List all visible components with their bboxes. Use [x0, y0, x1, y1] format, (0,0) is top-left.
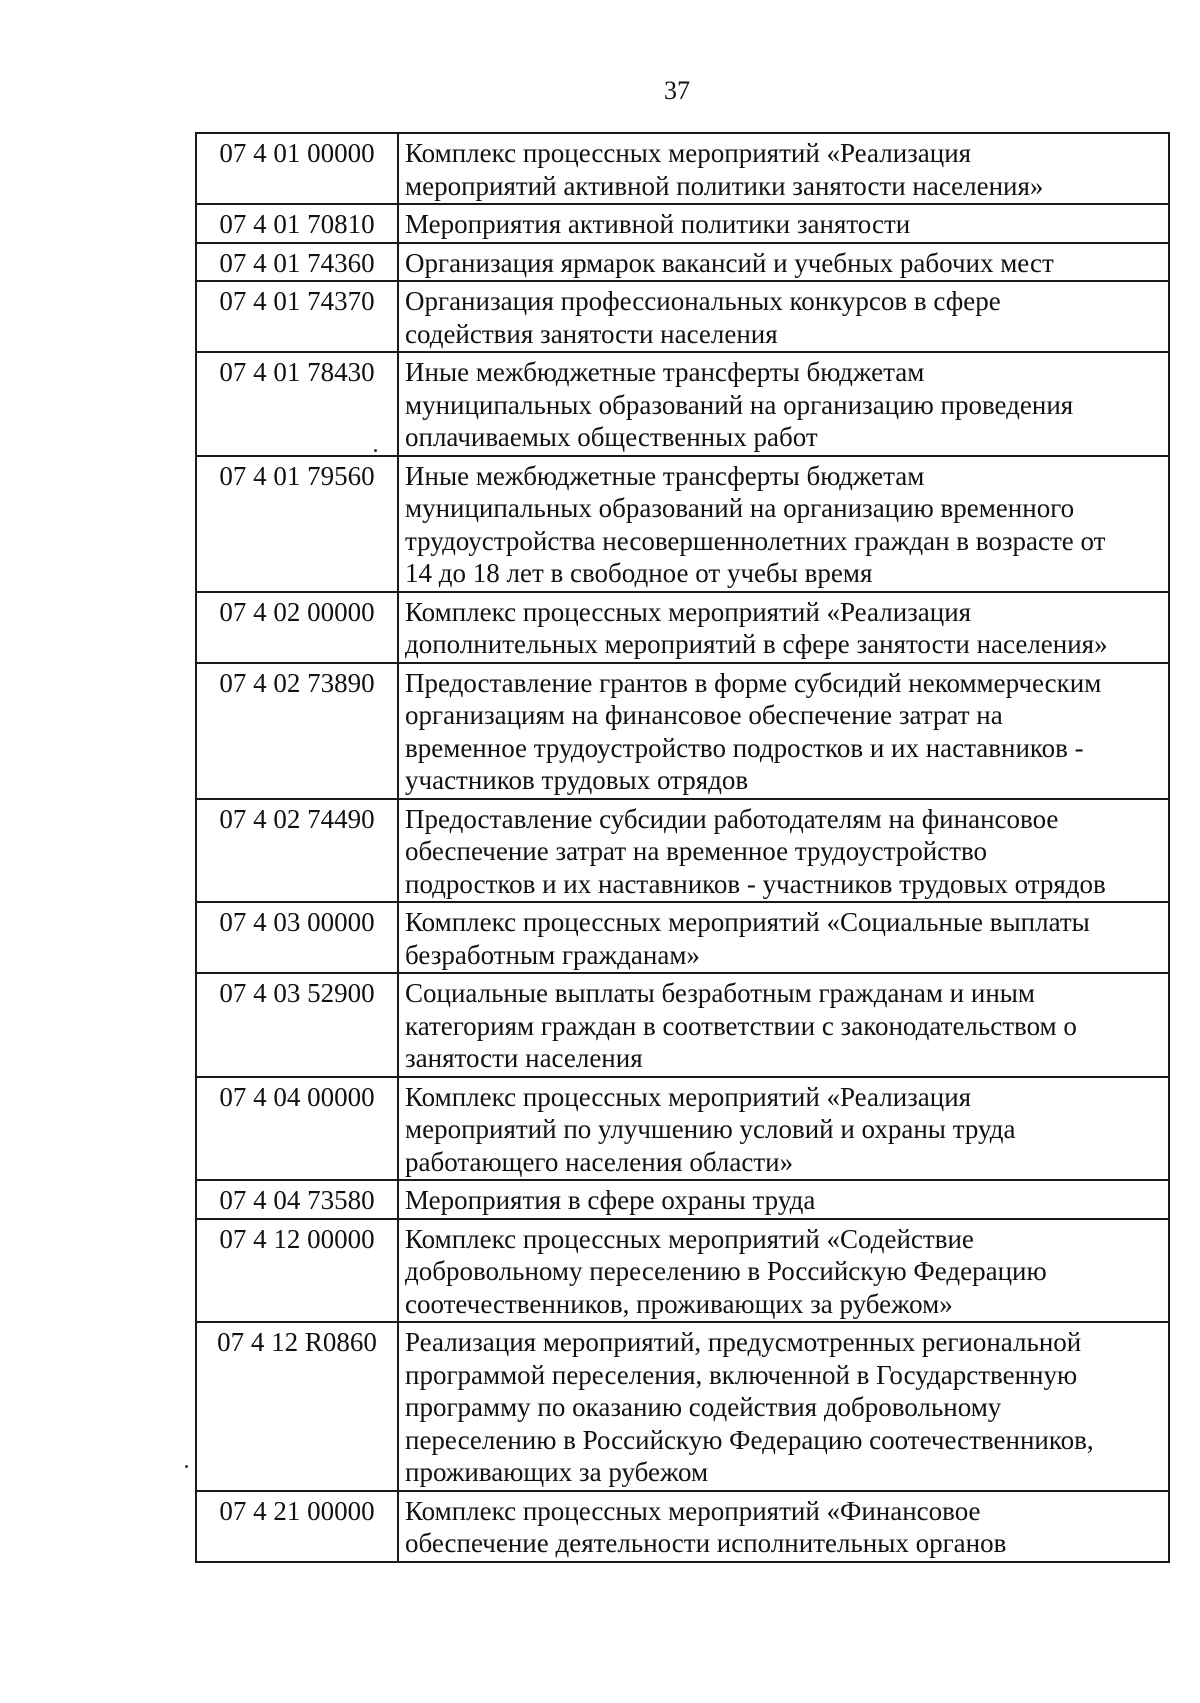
row-description — [398, 799, 1169, 903]
table-row — [196, 902, 1169, 973]
table-row — [196, 799, 1169, 903]
row-code: 07 4 12 R0860 — [196, 1322, 398, 1491]
table-row — [196, 1322, 1169, 1491]
description-line: Иные межбюджетные трансферты бюджетам — [405, 357, 925, 387]
description-line: оплачиваемых общественных работ — [405, 422, 818, 452]
row-description — [398, 1322, 1169, 1491]
description-line: Предоставление грантов в форме субсидий некоммерческим — [405, 667, 1102, 698]
table-row — [196, 1219, 1169, 1323]
row-description — [398, 1219, 1169, 1323]
row-code: 07 4 01 00000 — [196, 133, 398, 204]
row-code: 07 4 01 79560 — [196, 456, 398, 592]
description-line: 14 до 18 лет в свободное от учебы время — [405, 558, 873, 588]
row-description — [398, 902, 1169, 973]
description-line: Мероприятия активной политики занятости — [405, 209, 911, 239]
row-description — [398, 592, 1169, 663]
table-row — [196, 352, 1169, 456]
description-line: обеспечение деятельности исполнительных органов — [405, 1528, 1007, 1558]
description-line: дополнительных мероприятий в сфере занятости населения» — [405, 629, 1108, 659]
row-description — [398, 204, 1169, 243]
description-line: подростков и их наставников - участников трудовых отрядов — [405, 868, 1106, 899]
description-line: муниципальных образований на организацию проведения — [405, 389, 1074, 420]
description-line: Организация профессиональных конкурсов в сфере — [405, 286, 1001, 316]
table-row — [196, 973, 1169, 1077]
description-line: Комплекс процессных мероприятий «Финансовое — [405, 1495, 981, 1526]
description-line: содействия занятости населения — [405, 318, 778, 349]
row-description — [398, 663, 1169, 799]
table-row — [196, 1491, 1169, 1562]
row-description — [398, 281, 1169, 352]
description-line: Предоставление субсидии работодателям на финансовое — [405, 803, 1059, 834]
description-line: Иные межбюджетные трансферты бюджетам — [405, 460, 925, 491]
description-line: программу по оказанию содействия добровольному — [405, 1392, 1002, 1422]
page-number: 37 — [664, 76, 690, 105]
row-description — [398, 352, 1169, 456]
row-description — [398, 1491, 1169, 1562]
row-code: 07 4 02 00000 — [196, 592, 398, 663]
row-description — [398, 243, 1169, 282]
description-line: переселению в Российскую Федерацию соотечественников, — [405, 1424, 1094, 1455]
row-code: 07 4 04 73580 — [196, 1180, 398, 1219]
description-line: Комплекс процессных мероприятий «Социальные выплаты — [405, 907, 1090, 937]
row-description — [398, 456, 1169, 592]
row-code: 07 4 03 52900 — [196, 973, 398, 1077]
row-code: 07 4 12 00000 — [196, 1219, 398, 1323]
row-description — [398, 1180, 1169, 1219]
description-line: мероприятий по улучшению условий и охраны труда — [405, 1114, 1016, 1144]
description-line: Организация ярмарок вакансий и учебных рабочих мест — [405, 247, 1054, 278]
description-line: категориям граждан в соответствии с законодательством о — [405, 1010, 1077, 1041]
description-line: работающего населения области» — [405, 1146, 794, 1177]
table-row — [196, 1077, 1169, 1181]
row-description — [398, 133, 1169, 204]
description-line: Комплекс процессных мероприятий «Реализация — [405, 138, 972, 168]
description-line: Социальные выплаты безработным гражданам и иным — [405, 978, 1036, 1008]
description-line: Реализация мероприятий, предусмотренных региональной — [405, 1327, 1082, 1357]
description-line: мероприятий активной политики занятости населения» — [405, 170, 1044, 201]
row-description — [398, 1077, 1169, 1181]
description-line: Комплекс процессных мероприятий «Реализация — [405, 1081, 972, 1112]
description-line: трудоустройства несовершеннолетних граждан в возрасте от — [405, 525, 1106, 556]
table-row — [196, 456, 1169, 592]
row-code: 07 4 01 74370 — [196, 281, 398, 352]
description-line: Комплекс процессных мероприятий «Содействие — [405, 1223, 974, 1254]
description-line: программой переселения, включенной в Государственную — [405, 1359, 1078, 1390]
budget-code-table — [195, 132, 1170, 1563]
table-row — [196, 592, 1169, 663]
table-row — [196, 133, 1169, 204]
table-row — [196, 204, 1169, 243]
row-code: 07 4 04 00000 — [196, 1077, 398, 1181]
scan-dot — [185, 1465, 188, 1468]
row-code: 07 4 01 74360 — [196, 243, 398, 282]
table-body — [196, 133, 1169, 1562]
description-line: муниципальных образований на организацию временного — [405, 493, 1075, 523]
table-row — [196, 281, 1169, 352]
row-code: 07 4 02 74490 — [196, 799, 398, 903]
description-line: организациям на финансовое обеспечение затрат на — [405, 700, 1003, 730]
description-line: временное трудоустройство подростков и их наставников - — [405, 732, 1084, 763]
description-line: соотечественников, проживающих за рубежом» — [405, 1288, 953, 1319]
row-description — [398, 973, 1169, 1077]
description-line: участников трудовых отрядов — [405, 765, 749, 795]
row-code: 07 4 21 00000 — [196, 1491, 398, 1562]
description-line: добровольному переселению в Российскую Федерацию — [405, 1256, 1047, 1286]
row-code: 07 4 03 00000 — [196, 902, 398, 973]
row-code: 07 4 02 73890 — [196, 663, 398, 799]
description-line: обеспечение затрат на временное трудоустройство — [405, 836, 988, 866]
description-line: проживающих за рубежом — [405, 1457, 709, 1487]
description-line: занятости населения — [405, 1043, 643, 1073]
scan-dot — [374, 449, 377, 452]
row-code: 07 4 01 78430 — [196, 352, 398, 456]
table-row — [196, 1180, 1169, 1219]
table-row — [196, 663, 1169, 799]
row-code: 07 4 01 70810 — [196, 204, 398, 243]
table-row — [196, 243, 1169, 282]
description-line: Мероприятия в сфере охраны труда — [405, 1185, 816, 1215]
description-line: безработным гражданам» — [405, 939, 700, 970]
description-line: Комплекс процессных мероприятий «Реализация — [405, 596, 972, 627]
